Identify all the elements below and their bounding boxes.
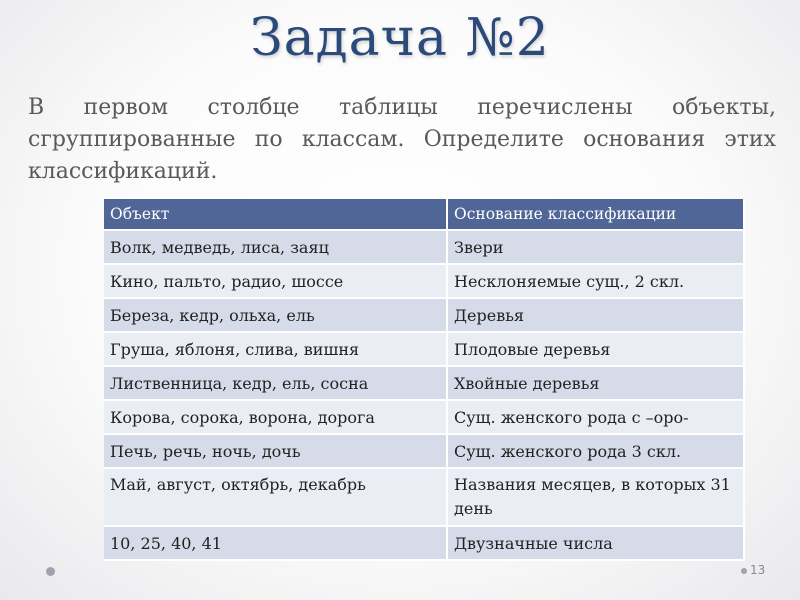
header-basis: Основание классификации — [447, 199, 744, 230]
object-cell: Печь, речь, ночь, дочь — [104, 434, 447, 468]
object-cell: Май, август, октябрь, декабрь — [104, 468, 447, 526]
table-row — [104, 468, 744, 526]
object-cell: Волк, медведь, лиса, заяц — [104, 230, 447, 264]
basis-cell: Звери — [447, 230, 744, 264]
object-cell: Береза, кедр, ольха, ель — [104, 298, 447, 332]
table-row — [104, 366, 744, 400]
basis-cell: Сущ. женского рода с –оро- — [447, 400, 744, 434]
page-bullet-icon — [741, 568, 747, 574]
table-row — [104, 434, 744, 468]
basis-cell: Сущ. женского рода 3 скл. — [447, 434, 744, 468]
basis-cell: Деревья — [447, 298, 744, 332]
basis-cell: Хвойные деревья — [447, 366, 744, 400]
table-row — [104, 526, 744, 560]
basis-cell: Плодовые деревья — [447, 332, 744, 366]
object-cell: Лиственница, кедр, ель, сосна — [104, 366, 447, 400]
object-cell: Корова, сорока, ворона, дорога — [104, 400, 447, 434]
table-row — [104, 298, 744, 332]
table-header-row — [104, 199, 744, 230]
header-object: Объект — [104, 199, 447, 230]
basis-cell: Двузначные числа — [447, 526, 744, 560]
object-cell: Груша, яблоня, слива, вишня — [104, 332, 447, 366]
table-row — [104, 332, 744, 366]
slide-title: Задача №2 — [250, 8, 550, 68]
task-description: В первом столбце таблицы перечислены объекты, сгруппированные по классам. Определите основания этих классификаций. — [28, 95, 776, 184]
table-row — [104, 400, 744, 434]
basis-cell: Названия месяцев, в которых 31 день — [447, 468, 744, 526]
table-row — [104, 230, 744, 264]
classification-table — [104, 199, 745, 561]
footer-bullet-icon — [46, 567, 55, 576]
page-number: 13 — [750, 563, 766, 577]
basis-cell: Несклоняемые сущ., 2 скл. — [447, 264, 744, 298]
table-row — [104, 264, 744, 298]
object-cell: 10, 25, 40, 41 — [104, 526, 447, 560]
object-cell: Кино, пальто, радио, шоссе — [104, 264, 447, 298]
